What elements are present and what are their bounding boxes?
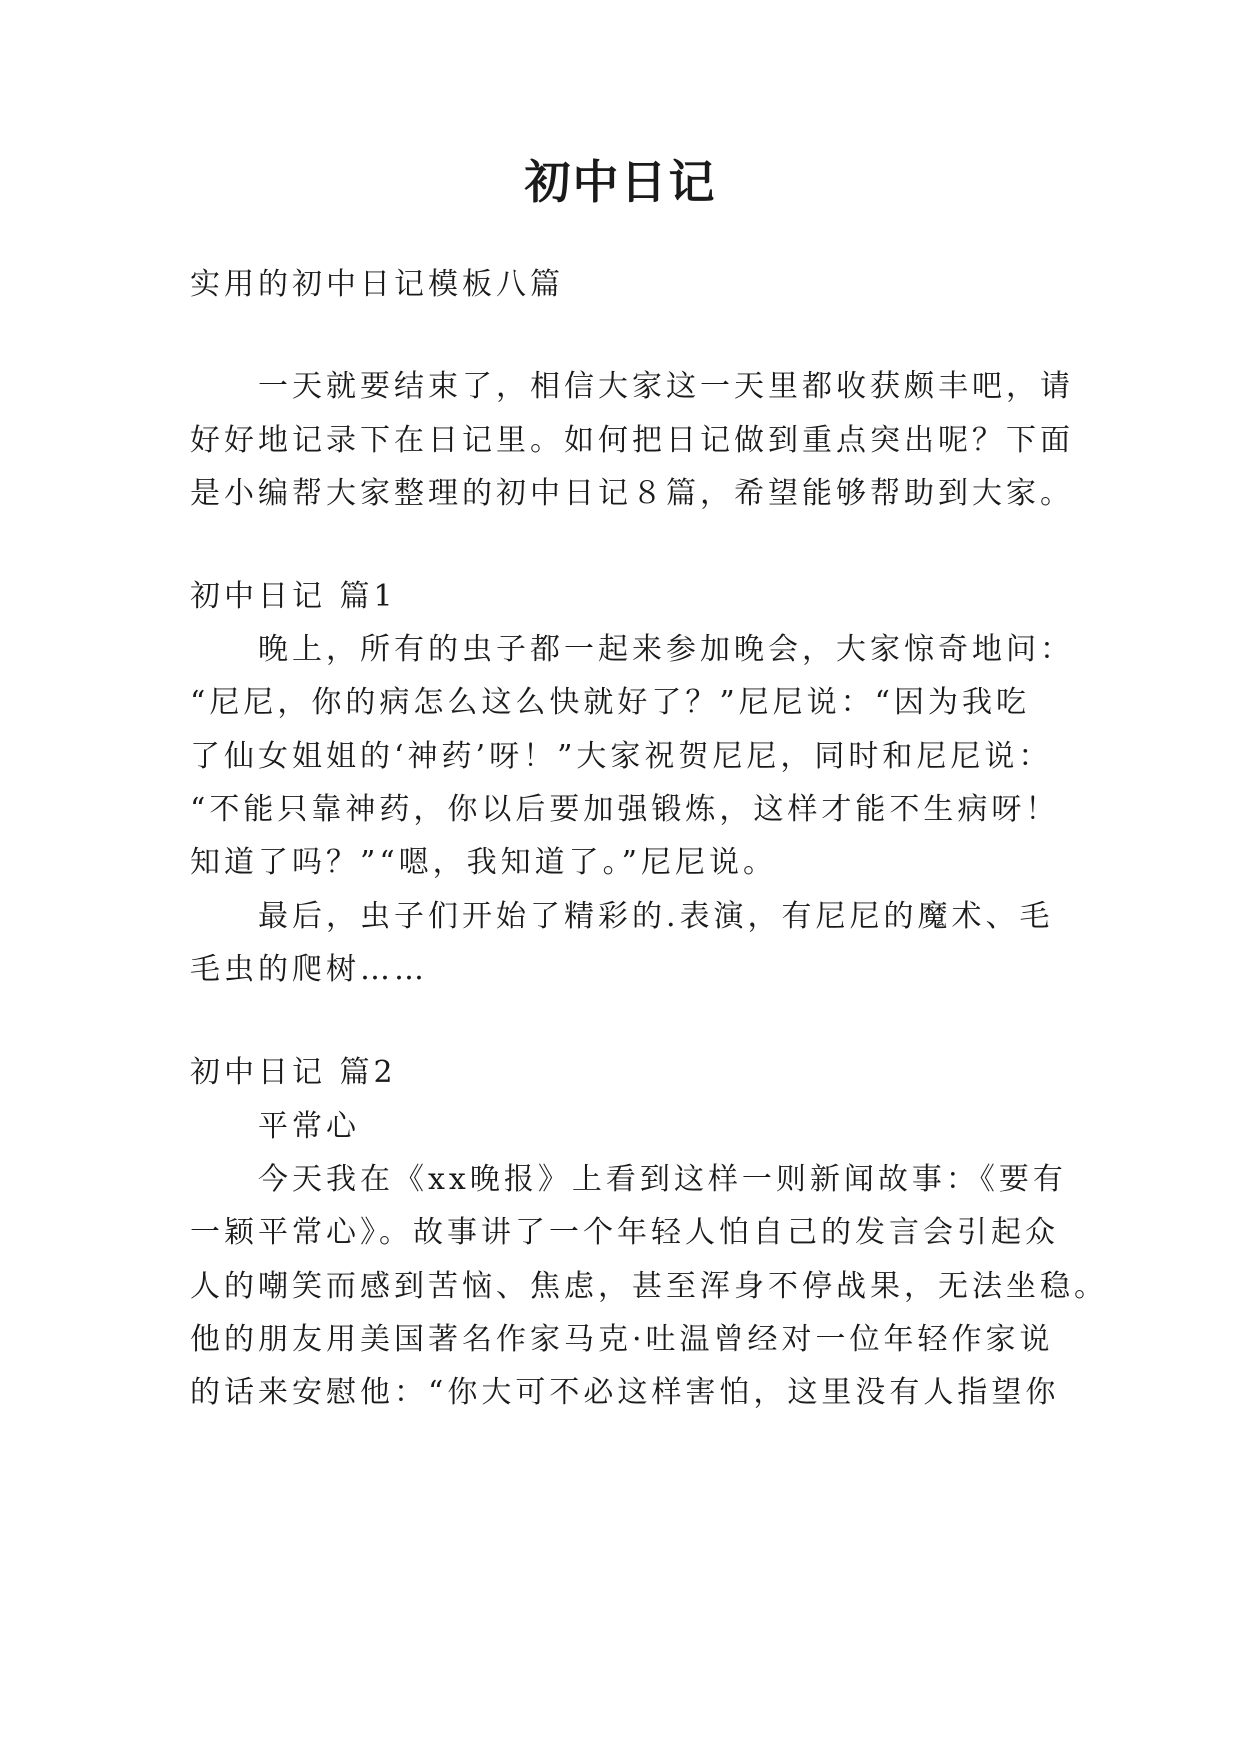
intro-line: 好好地记录下在日记里。如何把日记做到重点突出呢？下面 xyxy=(190,423,1074,458)
paragraph-line: 晚上，所有的虫子都一起来参加晚会，大家惊奇地问： xyxy=(258,632,1074,667)
paragraph-line: 毛虫的爬树…… xyxy=(190,952,428,987)
paragraph-line: 他的朋友用美国著名作家马克·吐温曾经对一位年轻作家说 xyxy=(190,1322,1054,1357)
paragraph-line: 了仙女姐姐的‘神药’呀！”大家祝贺尼尼，同时和尼尼说： xyxy=(190,739,1053,774)
paragraph-line: 一颖平常心》。故事讲了一个年轻人怕自己的发言会引起众 xyxy=(190,1215,1059,1250)
paragraph-line: 知道了吗？”“嗯，我知道了。”尼尼说。 xyxy=(190,845,778,880)
paragraph-line: 人的嘲笑而感到苦恼、焦虑，甚至浑身不停战果，无法坐稳。 xyxy=(190,1269,1108,1304)
paragraph-line: 的话来安慰他：“你大可不必这样害怕，这里没有人指望你 xyxy=(190,1375,1060,1410)
intro-line: 是小编帮大家整理的初中日记８篇，希望能够帮助到大家。 xyxy=(190,476,1074,511)
document-subtitle: 实用的初中日记模板八篇 xyxy=(190,267,564,302)
paragraph-line: 今天我在《xx晚报》上看到这样一则新闻故事：《要有 xyxy=(258,1162,1067,1197)
section-heading: 初中日记 篇1 xyxy=(190,579,397,614)
paragraph-line: 平常心 xyxy=(258,1109,360,1144)
paragraph-line: “不能只靠神药，你以后要加强锻炼，这样才能不生病呀！ xyxy=(190,792,1060,827)
paragraph-line: 最后，虫子们开始了精彩的.表演，有尼尼的魔术、毛 xyxy=(258,899,1054,934)
paragraph-line: “尼尼，你的病怎么这么快就好了？”尼尼说：“因为我吃 xyxy=(190,685,1031,720)
document-title: 初中日记 xyxy=(524,155,717,209)
intro-line: 一天就要结束了，相信大家这一天里都收获颇丰吧，请 xyxy=(258,369,1074,404)
section-heading: 初中日记 篇2 xyxy=(190,1055,397,1090)
